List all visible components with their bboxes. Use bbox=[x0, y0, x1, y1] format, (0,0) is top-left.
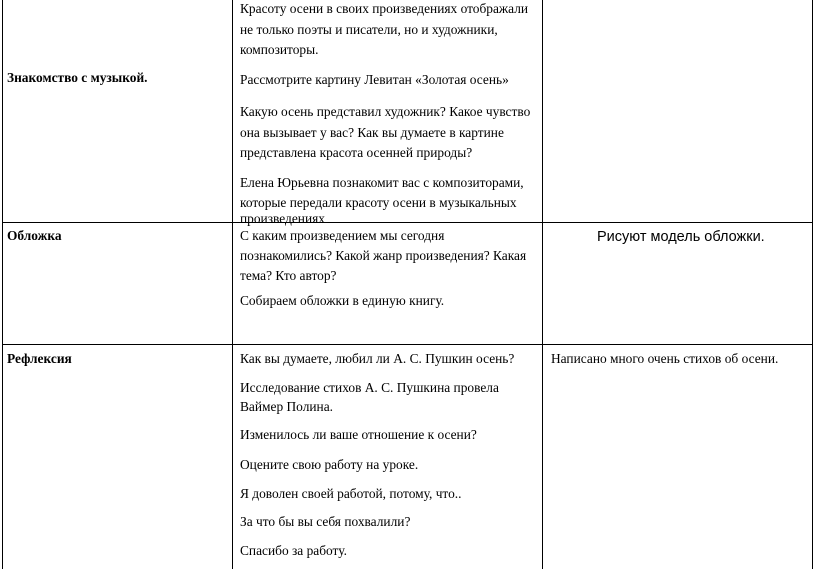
teacher-text: Елена Юрьевна познакомит вас с композиторами, bbox=[240, 175, 524, 190]
teacher-text: За что бы вы себя похвалили? bbox=[240, 514, 411, 529]
teacher-text: тема? Кто автор? bbox=[240, 268, 337, 283]
teacher-text: Изменилось ли ваше отношение к осени? bbox=[240, 427, 477, 442]
teacher-text: С каким произведением мы сегодня bbox=[240, 228, 445, 243]
teacher-text: произведениях bbox=[240, 211, 325, 226]
teacher-text: Как вы думаете, любил ли А. С. Пушкин осень? bbox=[240, 351, 515, 366]
teacher-text: Ваймер Полина. bbox=[240, 399, 333, 414]
teacher-text: познакомились? Какой жанр произведения? Какая bbox=[240, 248, 527, 263]
teacher-text: Оцените свою работу на уроке. bbox=[240, 457, 419, 472]
teacher-text: Красоту осени в своих произведениях отображали bbox=[240, 1, 529, 16]
teacher-text: Спасибо за работу. bbox=[240, 543, 347, 558]
teacher-text: которые передали красоту осени в музыкальных bbox=[240, 195, 517, 210]
teacher-text: Исследование стихов А. С. Пушкина провела bbox=[240, 380, 499, 395]
teacher-text: Рассмотрите картину Левитан «Золотая осень» bbox=[240, 72, 509, 87]
teacher-text: она вызывает у вас? Как вы думаете в картине bbox=[240, 125, 504, 140]
teacher-text: композиторы. bbox=[240, 42, 319, 57]
student-text: Рисуют модель обложки. bbox=[597, 229, 765, 245]
column-divider-1 bbox=[232, 0, 233, 569]
row-divider-1 bbox=[2, 222, 813, 223]
teacher-text: Я доволен своей работой, потому, что.. bbox=[240, 486, 462, 501]
student-text: Написано много очень стихов об осени. bbox=[551, 351, 779, 366]
teacher-text: не только поэты и писатели, но и художники, bbox=[240, 22, 498, 37]
column-divider-2 bbox=[542, 0, 543, 569]
table-border-right bbox=[812, 0, 813, 569]
row-divider-2 bbox=[2, 344, 813, 345]
row-label: Знакомство с музыкой. bbox=[7, 70, 148, 85]
row-label: Обложка bbox=[7, 228, 62, 243]
table-border-left bbox=[2, 0, 3, 569]
row-label: Рефлексия bbox=[7, 351, 72, 366]
teacher-text: Собираем обложки в единую книгу. bbox=[240, 293, 445, 308]
teacher-text: Какую осень представил художник? Какое чувство bbox=[240, 104, 531, 119]
teacher-text: представлена красота осенней природы? bbox=[240, 145, 473, 160]
